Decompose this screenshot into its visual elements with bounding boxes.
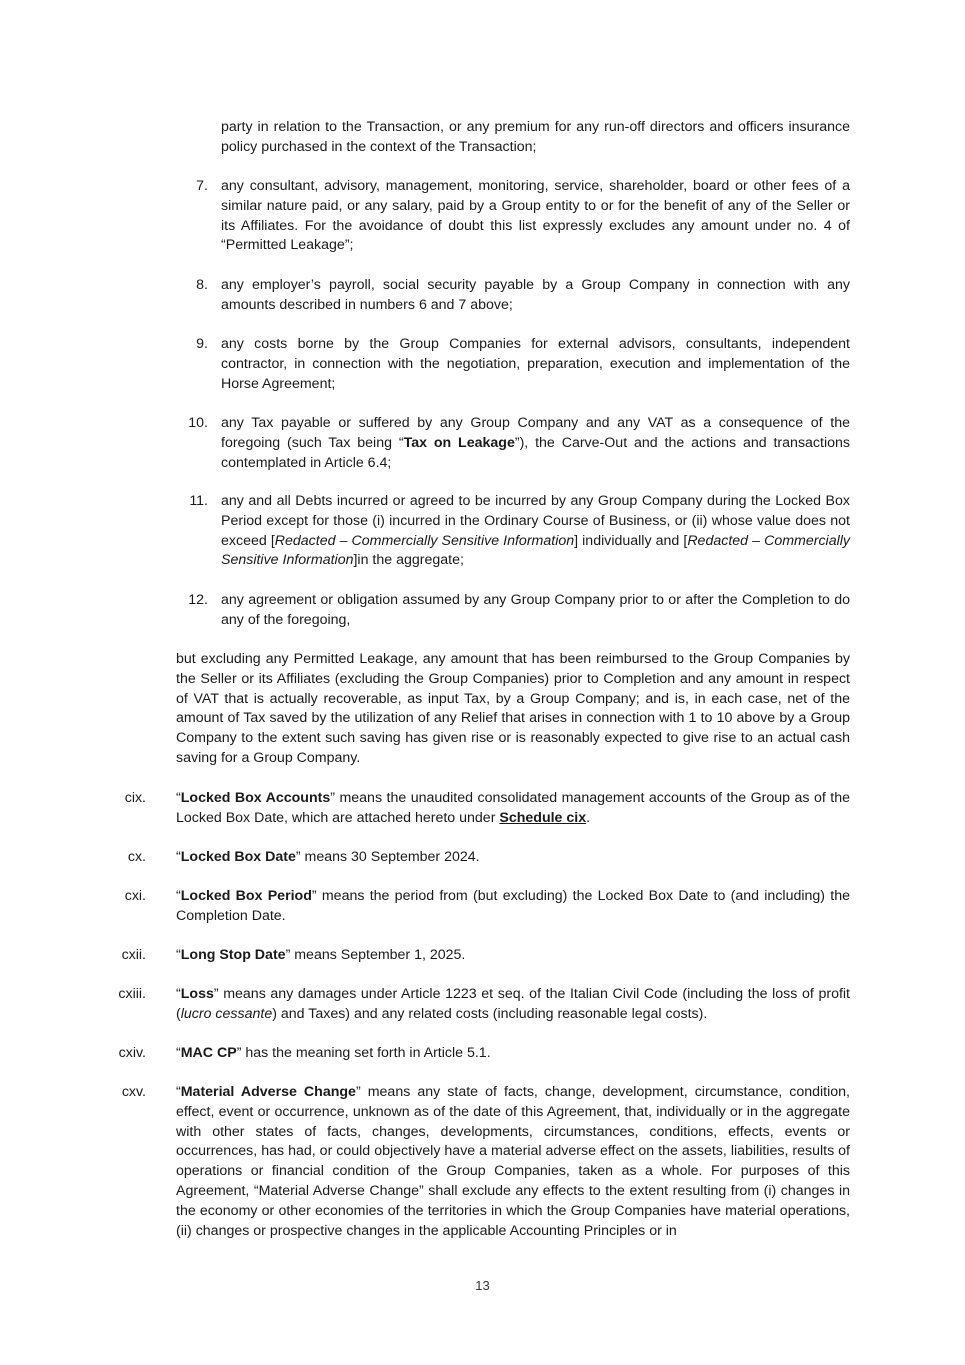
page-number: 13 — [475, 1278, 490, 1293]
defined-term: Locked Box Period — [180, 888, 312, 904]
list-number: 8. — [196, 277, 208, 293]
schedule-reference: Schedule cix — [499, 809, 587, 826]
definition-locked-box-period — [100, 887, 850, 927]
definition-text: “Material Adverse Change” means any state of facts, change, development, circumstance, condition, effect, event or occurrence, unknown as of the date of this Agreement, that, individually or in the aggregate with other states of facts, changes, developments, circumstances, conditions, effects, events or occurrences, has had, or could objectively have a material adverse effect on the assets, liabilities, results of operations or financial condition of the Group Companies, taken as a whole. For purposes of this Agreement, “Material Adverse Change” shall exclude any effects to the extent resulting from (i) changes in the economy or other economies of the territories in which the Group Companies have material operations, (ii) changes or prospective changes in the applicable Accounting Principles or in — [176, 1084, 850, 1239]
list-item-8 — [178, 276, 850, 316]
definition-long-stop-date — [100, 946, 850, 966]
list-text: any agreement or obligation assumed by any Group Company prior to or after the Completion to do any of the foregoing, — [221, 592, 850, 628]
definition-number: cxiii. — [118, 986, 146, 1002]
list-item-10 — [178, 414, 850, 473]
defined-term: MAC CP — [180, 1045, 237, 1061]
definition-text: “MAC CP” has the meaning set forth in Article 5.1. — [176, 1045, 491, 1061]
list-number: 9. — [196, 336, 208, 352]
list-text: any and all Debts incurred or agreed to be incurred by any Group Company during the Locked Box Period except for those (i) incurred in the Ordinary Course of Business, or (ii) whose value does not exceed [Redacted – Commercially Sensitive Information] individually and [Redacted – Commercially Sensitive Information]in the aggregate; — [221, 493, 850, 569]
list-number: 10. — [188, 415, 208, 431]
definition-number: cxiv. — [118, 1045, 146, 1061]
closing-paragraph: but excluding any Permitted Leakage, any amount that has been reimbursed to the Group Companies by the Seller or its Affiliates (excluding the Group Companies) prior to Completion and any amount in respect of VAT that is actually recoverable, as input Tax, by a Group Company; and is, in each case, net of the amount of Tax saved by the utilization of any Relief that arises in connection with 1 to 10 above by a Group Company to the extent such saving has given rise or is reasonably expected to give rise to an actual cash saving for a Group Company. — [176, 651, 850, 766]
definition-mac-cp — [100, 1044, 850, 1064]
list-text: any costs borne by the Group Companies for external advisors, consultants, independent contractor, in connection with the negotiation, preparation, execution and implementation of the Horse Agreement; — [221, 336, 850, 392]
list-number: 11. — [189, 493, 208, 509]
list-item-9 — [178, 335, 850, 394]
definition-number: cix. — [124, 790, 146, 806]
definition-text: “Locked Box Accounts” means the unaudited consolidated management accounts of the Group as of the Locked Box Date, which are attached hereto under Schedule cix. — [176, 790, 850, 826]
defined-term: Locked Box Date — [180, 849, 296, 865]
definition-number: cxv. — [121, 1084, 146, 1100]
definition-text: “Loss” means any damages under Article 1223 et seq. of the Italian Civil Code (including the loss of profit (lucro cessante) and Taxes) and any related costs (including reasonable legal costs). — [176, 986, 850, 1022]
list-number: 7. — [196, 178, 208, 194]
list-number: 12. — [188, 592, 208, 608]
defined-term: Loss — [180, 986, 214, 1002]
definition-number: cx. — [127, 849, 146, 865]
definition-number: cxii. — [121, 947, 146, 963]
definition-number: cxi. — [124, 888, 146, 904]
defined-term: Tax on Leakage — [403, 434, 515, 451]
definition-loss — [100, 985, 850, 1025]
defined-term: Material Adverse Change — [180, 1084, 356, 1100]
intro-paragraph: party in relation to the Transaction, or any premium for any run-off directors and officers insurance policy purchased in the context of the Transaction; — [221, 119, 850, 155]
list-text: any employer’s payroll, social security payable by a Group Company in connection with any amounts described in numbers 6 and 7 above; — [221, 277, 850, 313]
defined-term: Long Stop Date — [180, 947, 286, 963]
list-item-12 — [178, 591, 850, 631]
list-item-7 — [178, 177, 850, 256]
list-text: any consultant, advisory, management, monitoring, service, shareholder, board or other fees of a similar nature paid, or any salary, paid by a Group entity to or for the benefit of any of the Seller or its Affiliates. For the avoidance of doubt this list expressly excludes any amount under no. 4 of “Permitted Leakage”; — [221, 178, 850, 254]
definition-text: “Locked Box Period” means the period from (but excluding) the Locked Box Date to (and including) the Completion Date. — [176, 888, 850, 924]
defined-term: Locked Box Accounts — [180, 790, 331, 806]
definition-locked-box-date — [100, 848, 850, 868]
definition-text: “Long Stop Date” means September 1, 2025. — [176, 947, 466, 963]
definition-material-adverse-change — [100, 1083, 850, 1241]
definition-text: “Locked Box Date” means 30 September 2024. — [176, 849, 480, 865]
definition-locked-box-accounts — [100, 789, 850, 829]
list-item-11 — [178, 492, 850, 571]
list-text: any Tax payable or suffered by any Group Company and any VAT as a consequence of the foregoing (such Tax being “Tax on Leakage”), the Carve-Out and the actions and transactions contemplated in Article 6.4; — [221, 415, 850, 471]
